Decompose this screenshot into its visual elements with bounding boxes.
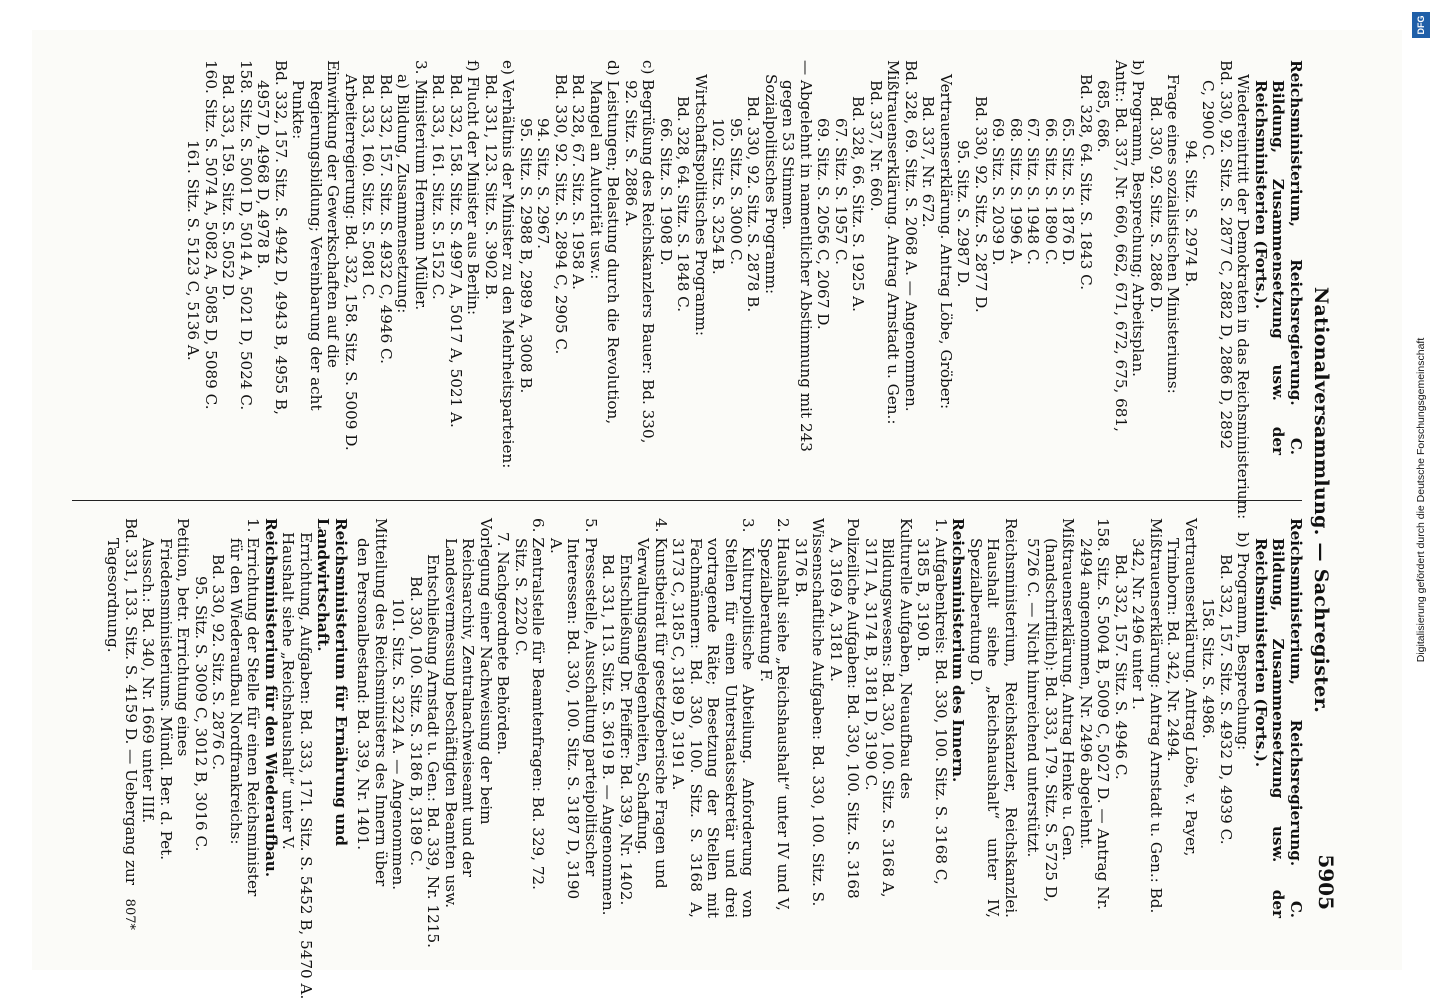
index-line: Petition, betr. Errichtung eines Friedensministeriums. Mündl. Ber. d. Pet. Aussch.: Bd. 340, Nr. 1669 unter IIIf. bbox=[139, 518, 193, 861]
index-line: Vertrauenserklärung. Antrag Löbe, v. Payer, Trimborn: Bd. 342, Nr. 2494. bbox=[1164, 518, 1200, 857]
index-line: Bd. 330, 92. Sitz. S. 2878 B. bbox=[744, 96, 763, 313]
index-line: b) Programm, Besprechung: bbox=[1234, 532, 1253, 751]
entry-heading: Reichsministerium für Ernährung und Landwirtschaft. bbox=[314, 518, 350, 847]
entry-heading: Reichsministerium des Innern. bbox=[949, 518, 968, 783]
index-line: 1. Errichtung der Stelle für einen Reichsminister für den Wiederaufbau Nordfrankreichs: bbox=[227, 518, 263, 897]
index-line: 95. Sitz. S. 3000 C. bbox=[727, 118, 745, 265]
index-line: 65. Sitz. S. 1876 D. bbox=[1059, 118, 1078, 266]
index-line: 101. Sitz. S. 3224 A. — Angenommen. bbox=[389, 598, 408, 891]
index-line: Bd. 328, 64. Sitz. S. 1848 C. bbox=[674, 96, 693, 313]
index-line: 68. Sitz. S. 1996 A. bbox=[1007, 118, 1025, 265]
index-line: 1. Aufgabenkreis: Bd. 330, 100. Sitz. S. 3168 C, 3185 B, 3190 B. bbox=[914, 518, 950, 885]
dfg-watermark-text: Digitalisierung gefördert durch die Deutsche Forschungsgemeinschaft bbox=[1415, 337, 1427, 663]
index-line: Wiedereintritt der Demokraten in das Reichsministerium: bbox=[1234, 74, 1253, 520]
index-line: Bd. 328, 67. Sitz. S. 1958 A. bbox=[569, 74, 588, 290]
index-line: Sozialpolitisches Programm: bbox=[762, 74, 780, 295]
page-number: 5905 bbox=[1314, 854, 1338, 910]
index-line: Mitteilung des Reichsministers des Innern über den Personalbestand: Bd. 339, Nr. 1401. bbox=[354, 518, 390, 887]
index-line: 161. Sitz. S. 5123 C, 5136 A. bbox=[184, 140, 203, 361]
index-line: 158. Sitz. S. 5001 D, 5014 A, 5021 D, 5024 C. bbox=[237, 60, 255, 411]
entry-heading: Reichsministerium, Reichsregierung. C. Bildung, Zusammensetzung usw. der Reichsministerien (Forts.). bbox=[1252, 518, 1305, 918]
dfg-logo-text: DFG bbox=[1416, 15, 1426, 35]
index-line: Haushalt siehe „Reichshaushalt“ unter V. bbox=[279, 532, 298, 850]
index-line: 67. Sitz. S. 1948 C. bbox=[1024, 118, 1043, 265]
index-line: Bd. 330, 92. Sitz. S. 2877 D. bbox=[972, 96, 990, 313]
index-line: Bd. 328, 69. Sitz. S. 2068 A. — Angenommen. bbox=[902, 60, 920, 412]
index-line: 3. Ministerium Hermann Müller. bbox=[412, 60, 430, 311]
index-line: Mißtrauenserklärung: Antrag Arnstadt u. Gen.: Bd. 342, Nr. 2496 unter 1. bbox=[1129, 518, 1165, 914]
index-line: Arbeiterregierung: Bd. 332, 158. Sitz. S. 5009 D. bbox=[342, 74, 360, 451]
index-line: Entschließung Dr. Pfeiffer: Bd. 339, Nr. 1402. bbox=[617, 554, 635, 906]
index-line: Bd. 330, 92. Sitz. S. 2886 D. bbox=[1147, 96, 1165, 313]
index-line: Vertrauenserklärung. Antrag Löbe, Gröber: bbox=[937, 74, 955, 410]
index-line: 160. Sitz. S. 5074 A, 5082 A, 5085 D, 5089 C. bbox=[202, 60, 220, 410]
index-line: 95. Sitz. S. 3009 C, 3012 B, 3016 C. bbox=[192, 576, 210, 852]
index-line: 158. Sitz. S. 5004 B, 5009 C, 5027 D. — Antrag Nr. 2494 angenommen, Nr. 2496 abgelehnt. bbox=[1077, 518, 1113, 910]
index-line: Bd. 330, 92. Sitz. S. 2877 C, 2882 D, 2886 D, 2892 C, 2900 C. bbox=[1199, 60, 1235, 450]
index-line: 94. Sitz. S. 2967. bbox=[534, 118, 553, 249]
index-line: Bd. 332, 158. Sitz. S. 4997 A, 5017 A, 5021 A. bbox=[447, 74, 465, 428]
index-line: Wissenschaftliche Aufgaben: Bd. 330, 100. Sitz. S. 3176 B. bbox=[792, 518, 828, 907]
index-line: 95. Sitz. S. 2988 B, 2989 A, 3008 B. bbox=[517, 118, 535, 394]
index-line: Polizeiliche Aufgaben: Bd. 330, 100. Sitz. S. 3168 A, 3169 A, 3181 A. bbox=[827, 518, 863, 899]
index-line: 95. Sitz. S. 2987 D. bbox=[954, 140, 973, 288]
index-line: 66. Sitz. S. 1908 D. bbox=[657, 118, 675, 266]
index-line: Bd. 332, 157. Sitz. S. 4946 C. bbox=[1112, 554, 1130, 780]
index-line: Bd. 332, 157. Sitz. S. 4932 C, 4946 C. bbox=[377, 74, 395, 364]
index-line: Bd. 333, 160. Sitz. S. 5081 C. bbox=[359, 74, 378, 300]
index-line: Errichtung, Aufgaben: Bd. 333, 171. Sitz. S. 5452 B, 5470 A. bbox=[297, 532, 315, 1000]
scanned-page bbox=[32, 30, 1402, 1000]
entry-heading: Reichsministerium, Reichskanzler, Reichskanzlei. Haushalt siehe „Reichshaushalt“ unter IV, Spezialberatung D. bbox=[967, 518, 1020, 918]
index-line: c) Begrüßung des Reichskanzlers Bauer: Bd. 330, 92. Sitz. S. 2886 A. bbox=[622, 60, 658, 444]
dfg-logo-icon bbox=[1412, 12, 1430, 38]
index-line: Mißtrauenserklärung. Antrag Arnstadt u. Gen.: Bd. 337, Nr. 660. bbox=[867, 60, 903, 425]
index-line: Bd. 331, 123. Sitz. S. 3902 B. bbox=[482, 74, 500, 300]
left-column bbox=[184, 60, 1305, 520]
index-line: Wirtschaftspolitisches Programm: bbox=[692, 74, 710, 337]
index-line: 102. Sitz. S. 3254 B. bbox=[709, 118, 728, 275]
index-line: Bd. 330, 100. Sitz. S. 3186 B, 3189 C. bbox=[407, 576, 425, 867]
index-line: Bd. 337, Nr. 672. bbox=[919, 96, 938, 228]
index-line: Bd. 333, 161. Sitz. S. 5152 C. bbox=[429, 74, 448, 300]
index-line: Antr.: Bd. 337, Nr. 660, 662, 671, 672, 675, 681, 685, 686. bbox=[1094, 60, 1130, 432]
right-column bbox=[104, 518, 1305, 1000]
index-line: Bd. 328, 66. Sitz. S. 1925 A. bbox=[849, 96, 868, 312]
index-line: Mißtrauenserklärung. Antrag Henke u. Gen. (handschriftlich): Bd. 333, 179. Sitz. S. 5725 D, 5726 C. — Nicht hinreichend unterstützt. bbox=[1024, 518, 1078, 903]
index-line: 66. Sitz. S. 1890 C. bbox=[1042, 118, 1060, 265]
signature-mark: 807* bbox=[122, 898, 137, 930]
index-line: a) Bildung, Zusammensetzung: bbox=[394, 74, 413, 314]
index-line: f) Flucht der Minister aus Berlin: bbox=[464, 60, 483, 316]
index-line: Bd. 332, 157. Sitz. S. 4932 D, 4939 C. bbox=[1217, 554, 1235, 845]
index-line: Bd. 331, 113. Sitz. S. 3619 B. — Angenommen. bbox=[599, 554, 618, 916]
column-divider bbox=[72, 500, 1302, 501]
index-line: b) Programm, Besprechung; Arbeitsplan. bbox=[1129, 60, 1148, 377]
index-line: Vorlegung einer Nachweisung der beim Reichsarchiv, Zentralnachweiseamt und der Landesvermessung beschäftigten Beamten usw. bbox=[442, 518, 495, 909]
index-line: 3. Kulturpolitische Abteilung. Anforderung von Stellen für einen Unterstaatssekretär und drei vortragende Räte; Besetzung der Stellen mit Fachmännern: Bd. 330, 100. Sitz. S. 3168 A, 3173 C, 3185 C, 3189 D, 3191 A. bbox=[669, 518, 758, 918]
dfg-watermark bbox=[1408, 12, 1434, 988]
index-line: Kulturelle Aufgaben, Neuaufbau des Bildungswesens: Bd. 330, 100. Sitz. S. 3168 A, 3171 A, 3174 B, 3181 D, 3190 C. bbox=[862, 518, 915, 898]
index-line: 67. Sitz. S. 1957 C. bbox=[832, 118, 850, 265]
index-line: Bd. 330, 92. Sitz. S. 2894 C, 2905 C. bbox=[552, 74, 570, 355]
index-line: Entschließung Arnstadt u. Gen.: Bd. 339, Nr. 1215. bbox=[424, 554, 443, 948]
index-line: d) Leistungen; Belastung durch die Revolution, Mangel an Autorität usw.: bbox=[587, 60, 623, 425]
page-header-title: Nationalversammlung. — Sachregister. bbox=[1310, 286, 1332, 714]
entry-heading: Reichsministerium für den Wiederaufbau. bbox=[262, 518, 280, 878]
index-line: e) Verhältnis der Minister zu den Mehrheitsparteien: bbox=[499, 60, 518, 469]
index-line: Bd. 330, 92. Sitz. S. 2876 C. bbox=[209, 554, 228, 771]
index-line: 4. Kunstbeirat für gesetzgeberische Fragen und Verwaltungsangelegenheiten, Schaffung. bbox=[634, 518, 670, 889]
index-line: Bd. 332, 157. Sitz. S. 4942 D, 4943 B, 4955 B, 4957 D, 4968 D, 4978 B. bbox=[254, 60, 290, 415]
index-line: Frage eines sozialistischen Ministeriums: bbox=[1164, 74, 1183, 394]
index-line: Bd. 328, 64. Sitz. S. 1843 C. bbox=[1077, 74, 1095, 291]
entry-heading: Reichsministerium, Reichsregierung. C. Bildung, Zusammensetzung usw. der Reichsministerien (Forts.). bbox=[1252, 60, 1305, 455]
index-line: — Abgelehnt in namentlicher Abstimmung mit 243 gegen 53 Stimmen. bbox=[779, 60, 815, 452]
index-line: 69. Sitz. S. 2039 D. bbox=[989, 118, 1008, 266]
index-line: 94. Sitz. S. 2974 B. bbox=[1182, 140, 1200, 287]
index-line: Bd. 331, 133. Sitz. S. 4159 D. — Uebergang zur Tagesordnung. bbox=[104, 518, 140, 886]
index-line: 6. Zentralstelle für Beamtenfragen: Bd. 329, 72. Sitz. S. 2220 C. bbox=[512, 518, 548, 891]
index-line: 2. Haushalt siehe „Reichshaushalt“ unter IV und V, Spezialberatung F. bbox=[757, 518, 793, 911]
index-line: 69. Sitz. S. 2056 C, 2067 D. bbox=[814, 118, 833, 330]
index-line: Bd. 333, 159. Sitz. S. 5052 D. bbox=[219, 74, 238, 301]
index-line: 5. Pressestelle, Ausschaltung parteipolitischer Interessen: Bd. 330, 100. Sitz. S. 3187 D, 3190 A. bbox=[547, 518, 600, 900]
index-line: Einwirkung der Gewerkschaften auf die Regierungsbildung; Vereinbarung der acht Punkte: bbox=[289, 60, 343, 411]
index-line: 158. Sitz. S. 4986. bbox=[1199, 598, 1218, 739]
index-line: 7. Nachgeordnete Behörden. bbox=[494, 532, 513, 756]
